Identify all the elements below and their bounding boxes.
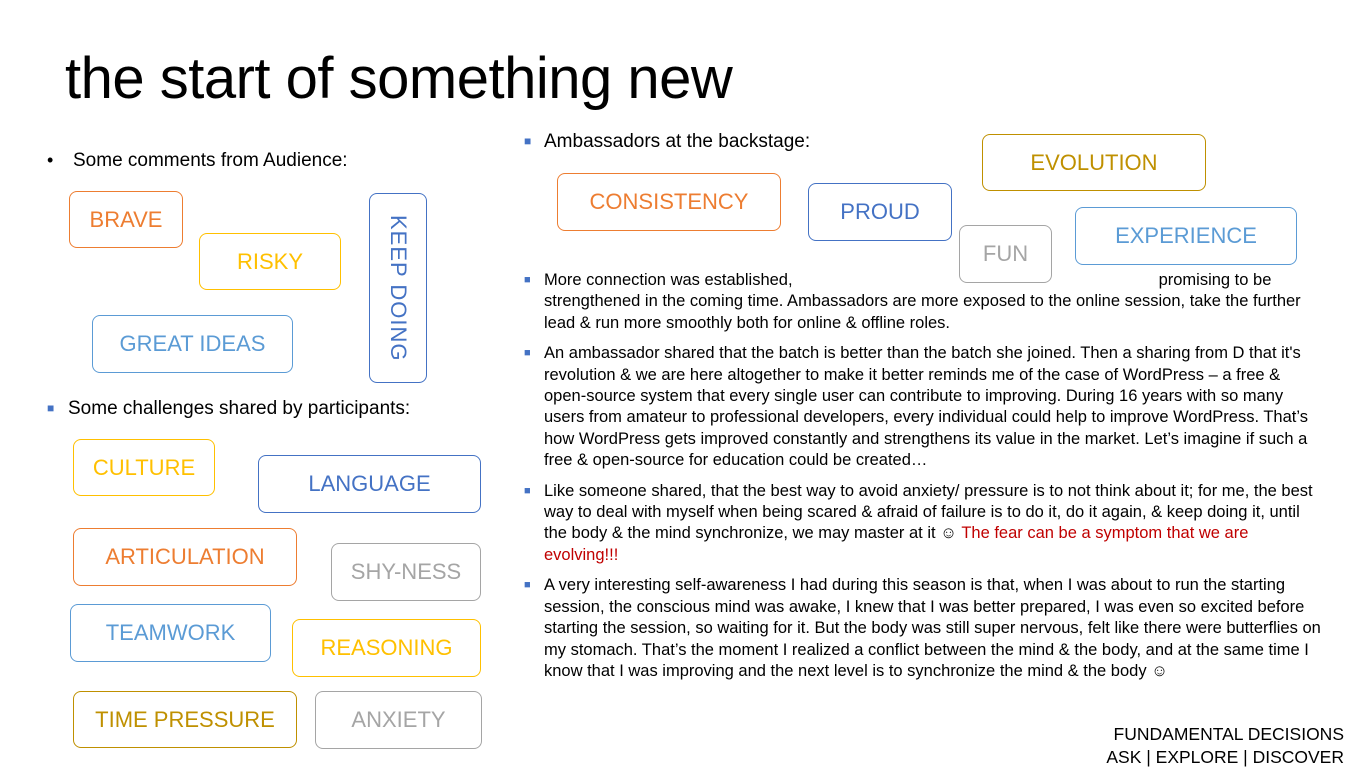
note-anxiety-highlight: The fear can be a symptom that we are evolving!!! (544, 524, 1249, 564)
note-anxiety (524, 481, 1324, 567)
bullet-square-icon: ■ (524, 579, 531, 592)
note-wordpress-text: An ambassador shared that the batch is better than the batch she joined. Then a sharing from D that it's revolution & we are here altogether to make it better reminds me of the case of WordPress – a free & open-source system that every single user can contribute to improving. During 16 years with so many users from amateur to professional developers, every individual could help to improve WordPress. That’s how WordPress gets improved constantly and strengthens its value in the market. Let’s imagine if such a free & open-source for education could be created… (544, 344, 1308, 470)
ambassadors-heading-text: Ambassadors at the backstage: (544, 131, 811, 152)
challenges-heading (47, 397, 410, 420)
bullet-square-icon: ■ (524, 347, 531, 360)
footer-tagline (1106, 723, 1344, 769)
tag-teamwork: TEAMWORK (70, 604, 271, 662)
tag-reasoning: REASONING (292, 619, 481, 677)
audience-heading (47, 149, 348, 172)
note-wordpress (524, 343, 1324, 471)
challenges-heading-text: Some challenges shared by participants: (68, 398, 411, 419)
page-title: the start of something new (65, 46, 733, 111)
footer-line-1: FUNDAMENTAL DECISIONS (1113, 724, 1344, 744)
ambassador-notes (524, 270, 1324, 691)
tag-language: LANGUAGE (258, 455, 481, 513)
audience-heading-text: Some comments from Audience: (73, 150, 348, 171)
tag-articulation: ARTICULATION (73, 528, 297, 586)
note-connection (524, 270, 1324, 334)
tag-anxiety: ANXIETY (315, 691, 482, 749)
tag-keep-doing (369, 193, 427, 383)
bullet-square-icon: ■ (47, 401, 55, 415)
tag-shy-ness: SHY-NESS (331, 543, 481, 601)
note-self-awareness (524, 575, 1324, 682)
bullet-square-icon: ■ (524, 134, 532, 148)
bullet-square-icon: ■ (524, 484, 531, 497)
tag-culture: CULTURE (73, 439, 215, 496)
tag-fun: FUN (959, 225, 1052, 283)
tag-time-pressure: TIME PRESSURE (73, 691, 297, 748)
tag-consistency: CONSISTENCY (557, 173, 781, 231)
bullet-dot-icon: • (47, 150, 54, 170)
bullet-square-icon: ■ (524, 274, 531, 286)
note-anxiety-text: Like someone shared, that the best way to avoid anxiety/ pressure is to not think about it; for me, the best way to deal with myself when being scared & afraid of failure is to do it, do it again, & keep doing it, until the body & the mind synchronize, we may master at it ☺ (544, 481, 1313, 543)
tag-great-ideas: GREAT IDEAS (92, 315, 293, 373)
note-connection-text-a: More connection was established, (544, 271, 793, 289)
note-connection-text-b: promising to be strengthened in the coming time. Ambassadors are more exposed to the online session, take the further lead & run more smoothly both for online & offline roles. (544, 271, 1301, 332)
tag-evolution: EVOLUTION (982, 134, 1206, 191)
tag-keep-doing-text: KEEP DOING (386, 214, 411, 362)
tag-proud: PROUD (808, 183, 952, 241)
tag-brave: BRAVE (69, 191, 183, 248)
footer-line-2: ASK | EXPLORE | DISCOVER (1106, 747, 1344, 767)
tag-experience: EXPERIENCE (1075, 207, 1297, 265)
ambassadors-heading (524, 130, 810, 153)
note-self-awareness-text: A very interesting self-awareness I had during this season is that, when I was about to run the starting session, the conscious mind was awake, I knew that I was better prepared, I was even so excited before starting the session, so waiting for it. But the body was still super nervous, felt like there were butterflies on my stomach. That’s the moment I realized a conflict between the mind & the body, and at the same time I know that I was improving and the next level is to synchronize the mind & the body ☺ (544, 576, 1321, 680)
tag-risky: RISKY (199, 233, 341, 290)
